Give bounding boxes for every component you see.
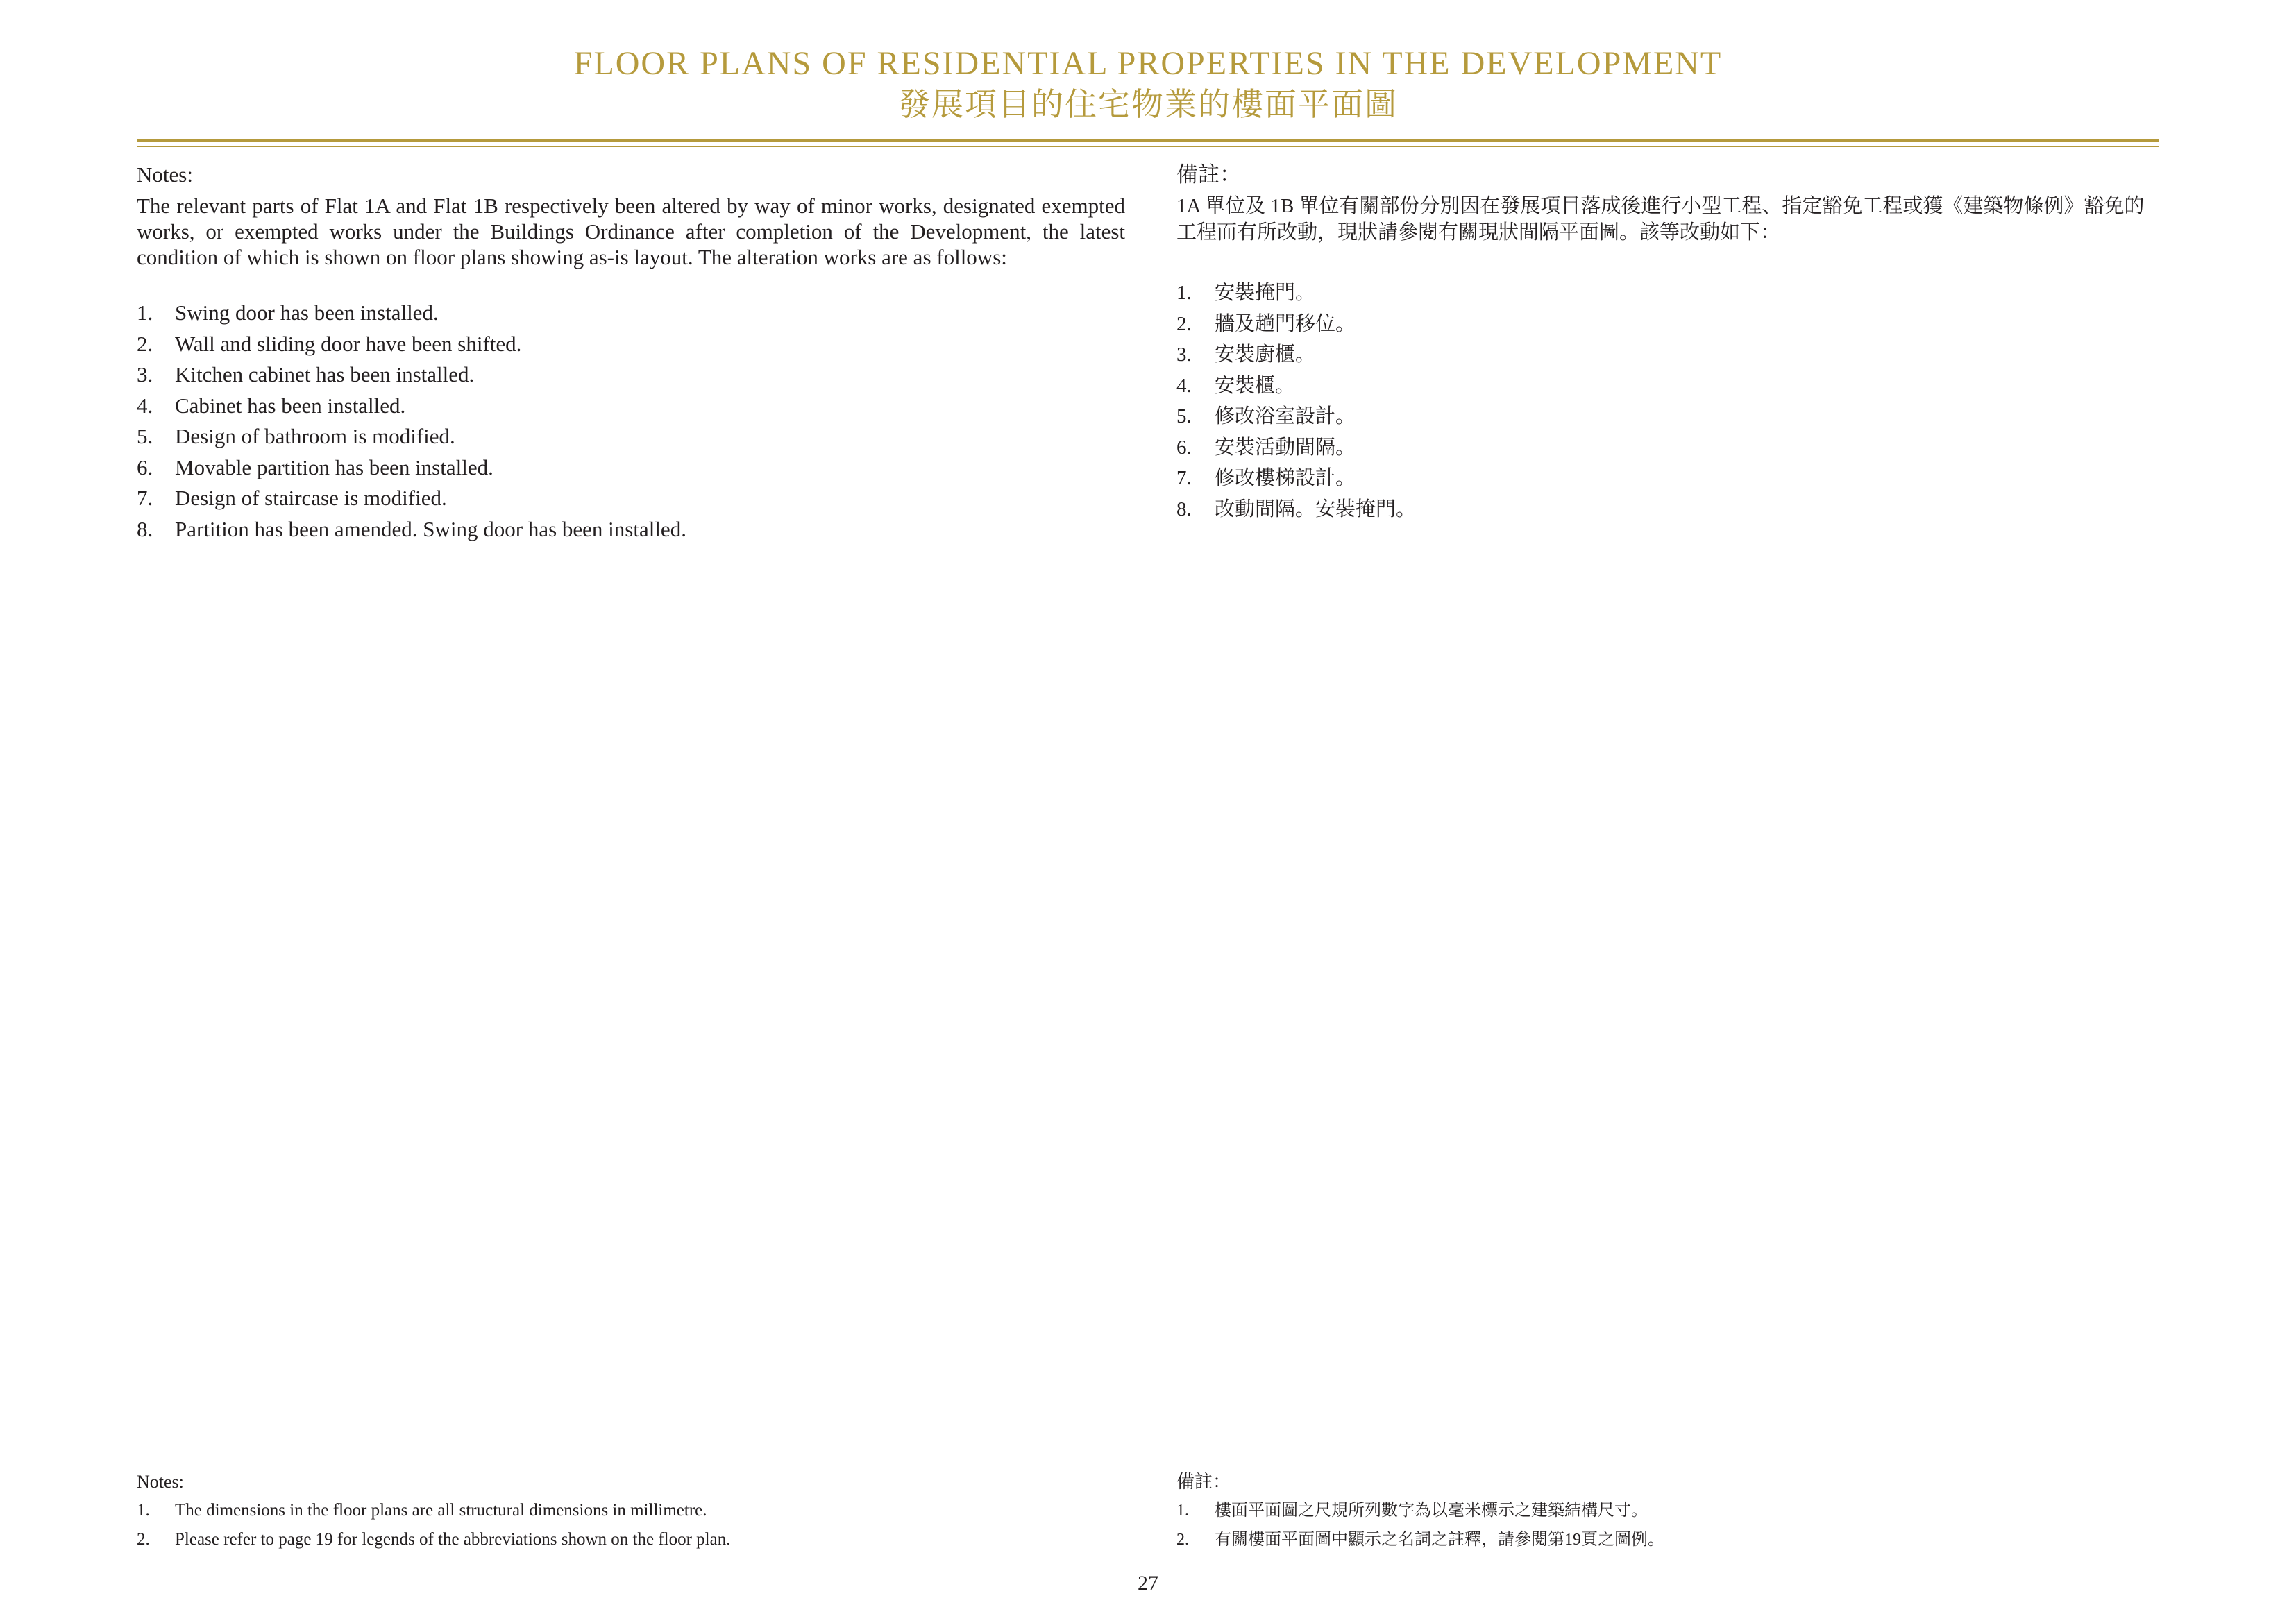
list-item-number: 7.: [1176, 467, 1192, 489]
list-item: [1176, 494, 2159, 525]
footnotes-en-list: [137, 1496, 1125, 1554]
list-item-text: The dimensions in the floor plans are all structural dimensions in millimetre.: [175, 1501, 707, 1520]
list-item-text: Swing door has been installed.: [175, 300, 439, 325]
list-item: [137, 1525, 1125, 1554]
notes-en-intro: The relevant parts of Flat 1A and Flat 1B respectively been altered by way of minor works, designated exempted works, or exempted works under the Buildings Ordinance after completion of the Development, the latest condition of which is shown on floor plans showing as-is layout. The alteration works are as follows:: [137, 194, 1125, 269]
list-item-number: 1.: [137, 300, 153, 325]
list-item-text: 有關樓面平面圖中顯示之名詞之註釋，請參閱第19頁之圖例。: [1215, 1531, 1664, 1549]
list-item-number: 1.: [137, 1501, 150, 1520]
list-item: [1176, 463, 2159, 494]
list-item: [1176, 371, 2159, 402]
list-item: [137, 1496, 1125, 1525]
list-item-number: 2.: [137, 1530, 150, 1549]
list-item-text: Please refer to page 19 for legends of the abbreviations shown on the floor plan.: [175, 1530, 731, 1549]
header-rule-thick: [137, 139, 2159, 142]
list-item-text: 安裝活動間隔。: [1215, 436, 1356, 459]
footnotes-zh-list: [1176, 1496, 2159, 1554]
list-item-number: 5.: [1176, 405, 1192, 427]
list-item: [1176, 432, 2159, 464]
list-item-text: 安裝掩門。: [1215, 282, 1316, 304]
list-item: [137, 359, 1125, 391]
page-title-en: FLOOR PLANS OF RESIDENTIAL PROPERTIES IN THE DEVELOPMENT: [573, 45, 1723, 82]
list-item-text: 修改樓梯設計。: [1215, 467, 1356, 489]
list-item-text: Movable partition has been installed.: [175, 454, 493, 479]
list-item: [1176, 1525, 2159, 1554]
notes-en-heading: Notes:: [137, 162, 193, 187]
list-item-number: 6.: [1176, 436, 1192, 459]
list-item: [137, 329, 1125, 360]
footnotes-en-section: [137, 1468, 1125, 1554]
footnotes-zh-section: [1176, 1468, 2159, 1554]
page-title-zh: 發展項目的住宅物業的樓面平面圖: [898, 87, 1398, 122]
list-item-number: 3.: [137, 362, 153, 386]
list-item-number: 8.: [137, 516, 153, 541]
list-item-text: Wall and sliding door have been shifted.: [175, 331, 522, 356]
notes-zh-section: [1176, 161, 2159, 525]
page-number: 27: [1138, 1572, 1158, 1595]
list-item-number: 4.: [137, 393, 153, 418]
header-rule-thin: [137, 146, 2159, 147]
list-item-number: 7.: [137, 486, 153, 510]
list-item: [137, 452, 1125, 484]
list-item: [137, 421, 1125, 452]
notes-zh-list: [1176, 278, 2159, 525]
list-item-text: Design of bathroom is modified.: [175, 424, 455, 448]
notes-en-list: [137, 298, 1125, 545]
list-item-number: 5.: [137, 424, 153, 448]
list-item-text: Cabinet has been installed.: [175, 393, 406, 418]
list-item: [137, 483, 1125, 514]
list-item: [1176, 401, 2159, 432]
list-item: [1176, 278, 2159, 309]
list-item-text: 安裝廚櫃。: [1215, 343, 1316, 366]
list-item-text: Partition has been amended. Swing door has been installed.: [175, 516, 686, 541]
list-item-text: Kitchen cabinet has been installed.: [175, 362, 475, 386]
list-item: [1176, 339, 2159, 371]
list-item-text: 修改浴室設計。: [1215, 405, 1356, 427]
footnotes-en-heading: Notes:: [137, 1472, 184, 1492]
list-item: [137, 298, 1125, 329]
list-item-number: 6.: [137, 454, 153, 479]
list-item-number: 1.: [1176, 282, 1192, 304]
list-item-number: 1.: [1176, 1502, 1189, 1520]
list-item: [137, 391, 1125, 422]
list-item-number: 2.: [1176, 312, 1192, 335]
notes-zh-intro: 1A 單位及 1B 單位有關部份分別因在發展項目落成後進行小型工程、指定豁免工程或獲《建築物條例》豁免的工程而有所改動，現狀請參閱有關現狀間隔平面圖。該等改動如下：: [1176, 195, 2145, 244]
list-item: [1176, 309, 2159, 340]
notes-zh-heading: 備註：: [1176, 162, 1241, 187]
list-item-text: 改動間隔。安裝掩門。: [1215, 498, 1417, 520]
notes-en-section: [137, 161, 1125, 545]
footnotes-zh-heading: 備註：: [1176, 1472, 1231, 1492]
list-item-number: 3.: [1176, 343, 1192, 366]
list-item-number: 2.: [137, 331, 153, 356]
list-item-text: Design of staircase is modified.: [175, 486, 447, 510]
list-item-text: 牆及趟門移位。: [1215, 312, 1356, 335]
list-item-number: 4.: [1176, 374, 1192, 397]
list-item-text: 樓面平面圖之尺規所列數字為以毫米標示之建築結構尺寸。: [1215, 1502, 1648, 1520]
list-item-text: 安裝櫃。: [1215, 374, 1296, 397]
list-item: [137, 514, 1125, 545]
list-item-number: 8.: [1176, 498, 1192, 520]
list-item: [1176, 1496, 2159, 1525]
list-item-number: 2.: [1176, 1531, 1189, 1549]
